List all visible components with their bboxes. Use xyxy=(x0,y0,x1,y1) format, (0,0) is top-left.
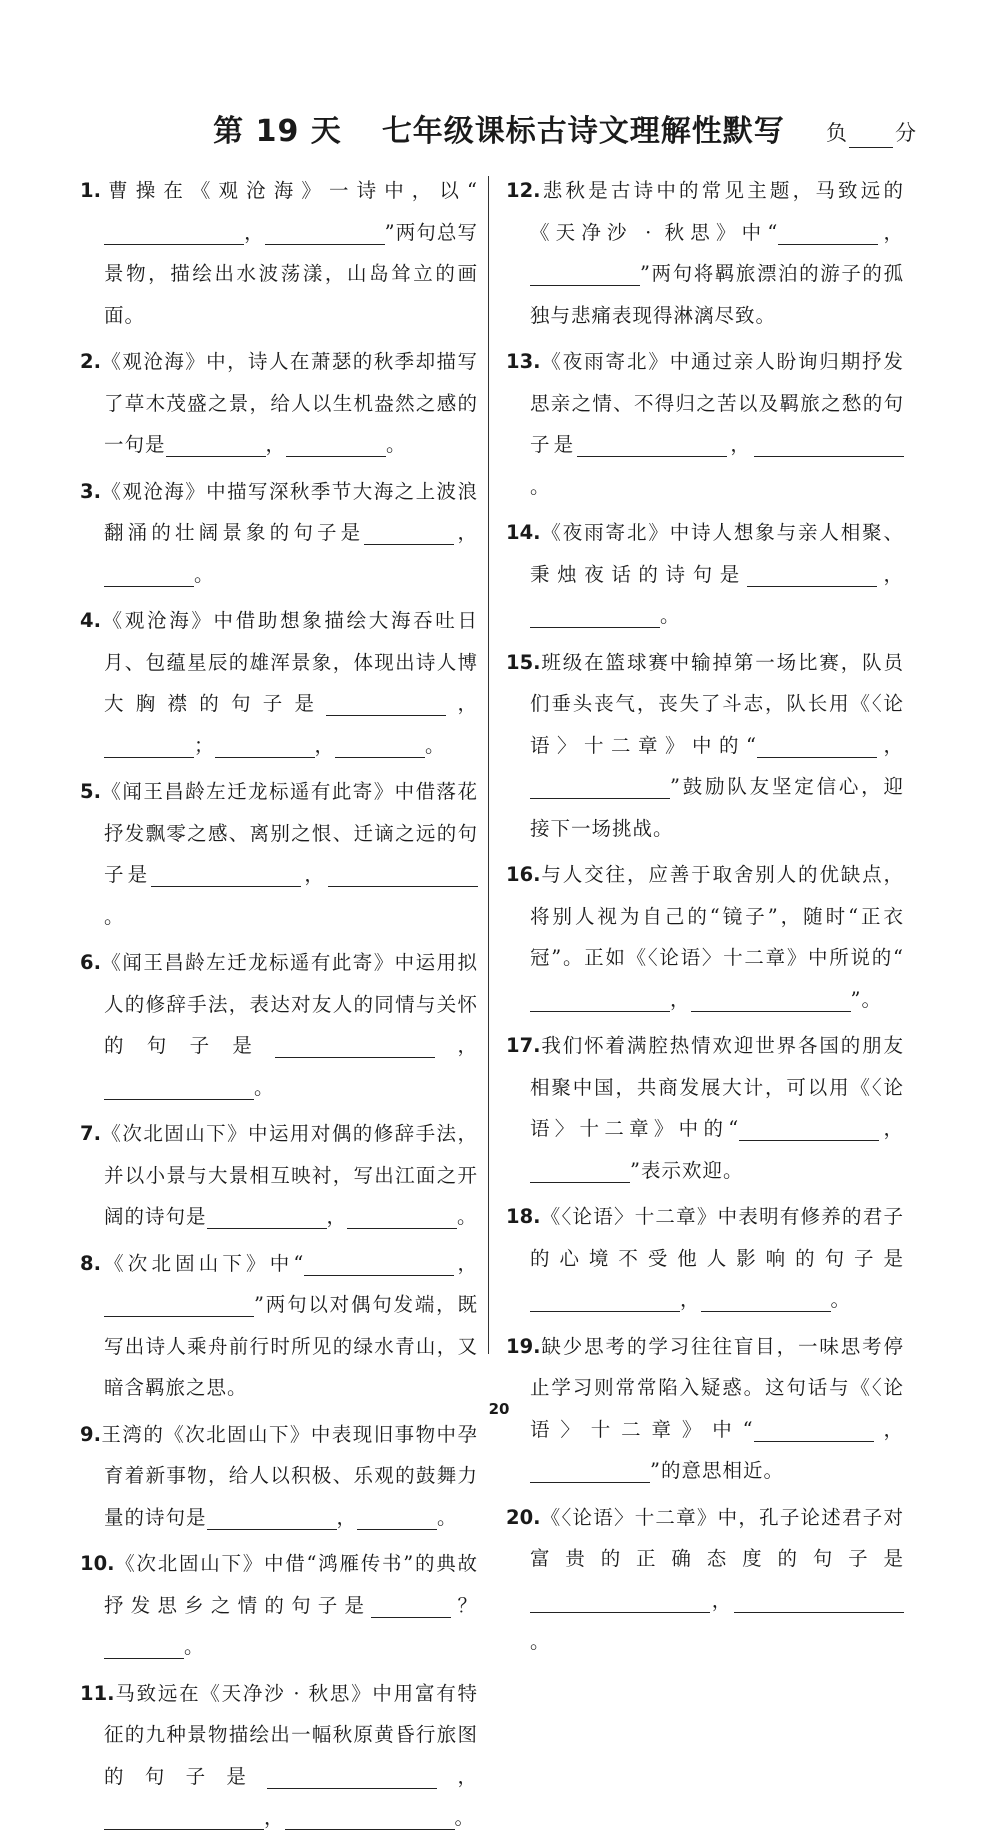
answer-blank[interactable] xyxy=(364,520,454,545)
score-suffix: 分 xyxy=(895,121,916,145)
question-text: ”。 xyxy=(850,987,882,1011)
answer-blank[interactable] xyxy=(151,862,301,887)
question-number: 7. xyxy=(80,1122,101,1145)
question-number: 2. xyxy=(80,350,101,373)
question-text: ， xyxy=(727,433,754,456)
answer-blank[interactable] xyxy=(530,1458,650,1483)
question-text: ， xyxy=(446,692,478,715)
answer-blank[interactable] xyxy=(207,1204,327,1229)
question-number: 5. xyxy=(80,780,101,803)
answer-blank[interactable] xyxy=(530,774,670,799)
question-number: 8. xyxy=(80,1251,101,1275)
question-number: 11. xyxy=(80,1681,115,1705)
answer-blank[interactable] xyxy=(530,987,670,1012)
question-10 xyxy=(80,1543,478,1668)
question-text: 王湾的《次北固山下》中表现旧事物中孕育着新事物，给人以积极、乐观的鼓舞力量的诗句是 xyxy=(100,1422,478,1529)
day-label: 第 19 天 xyxy=(213,114,342,149)
question-7 xyxy=(80,1113,478,1238)
answer-blank[interactable] xyxy=(207,1505,337,1530)
answer-blank[interactable] xyxy=(754,432,904,457)
answer-blank[interactable] xyxy=(747,562,877,587)
question-number: 18. xyxy=(506,1205,541,1228)
question-text: 。 xyxy=(184,1635,205,1658)
answer-blank[interactable] xyxy=(691,987,851,1012)
question-text: 《〈论语〉十二章》中表明有修养的君子的心境不受他人影响的句子是 xyxy=(530,1205,904,1270)
question-text: ”两句以对偶句发端，既写出诗人乘舟前行时所见的绿水青山，又暗含羁旅之思。 xyxy=(104,1293,478,1399)
score-box xyxy=(826,118,916,148)
question-number: 14. xyxy=(506,521,541,544)
question-text: 。 xyxy=(254,1075,275,1099)
answer-blank[interactable] xyxy=(265,220,385,245)
question-text: ， xyxy=(326,1205,348,1228)
question-text: ， xyxy=(336,1505,358,1529)
answer-blank[interactable] xyxy=(577,432,727,457)
answer-blank[interactable] xyxy=(754,1417,874,1442)
answer-blank[interactable] xyxy=(304,1251,454,1276)
answer-blank[interactable] xyxy=(530,1158,630,1183)
answer-blank[interactable] xyxy=(328,862,478,887)
question-15 xyxy=(506,642,904,850)
question-text: 与人交往，应善于取舍别人的优缺点，将别人视为自己的“镜子”，随时“正衣冠”。正如《〈论语〉十二章》中所说的“ xyxy=(530,863,904,969)
question-text: 《次北固山下》中“ xyxy=(100,1251,305,1275)
question-text: ， xyxy=(435,1034,478,1057)
question-number: 1. xyxy=(80,179,101,202)
question-text: ， xyxy=(879,1117,904,1140)
answer-blank[interactable] xyxy=(104,1292,254,1317)
answer-blank[interactable] xyxy=(530,1588,710,1613)
question-11 xyxy=(80,1673,478,1839)
question-text: 《次北固山下》中运用对偶的修辞手法，并以小景与大景相互映衬，写出江面之开阔的诗句是 xyxy=(100,1122,478,1228)
question-number: 17. xyxy=(506,1034,541,1057)
answer-blank[interactable] xyxy=(326,691,446,716)
question-2 xyxy=(80,341,478,466)
question-text: 。 xyxy=(830,1288,852,1311)
answer-blank[interactable] xyxy=(286,432,386,457)
question-number: 16. xyxy=(506,863,541,886)
question-text: ， xyxy=(265,433,287,456)
question-text: 《闻王昌龄左迁龙标遥有此寄》中借落花抒发飘零之感、离别之恨、迁谪之远的句子是 xyxy=(100,780,478,886)
question-number: 6. xyxy=(80,951,101,974)
question-text: ， xyxy=(264,1806,285,1829)
question-text: 。 xyxy=(104,904,125,928)
question-number: 15. xyxy=(506,650,541,674)
question-text: 悲秋是古诗中的常见主题，马致远的《天净沙 · 秋思》中“ xyxy=(530,179,904,244)
answer-blank[interactable] xyxy=(335,733,425,758)
question-text: ， xyxy=(670,987,691,1011)
question-text: 《观沧海》中描写深秋季节大海之上波浪翻涌的壮阔景象的句子是 xyxy=(100,479,478,544)
answer-blank[interactable] xyxy=(104,1805,264,1830)
question-text: 缺少思考的学习往往盲目，一味思考停止学习则常常陷入疑惑。这句话与《〈论语〉十二章》中“ xyxy=(530,1334,904,1441)
question-text: 《闻王昌龄左迁龙标遥有此寄》中运用拟人的修辞手法，表达对友人的同情与关怀的句子是 xyxy=(100,951,478,1057)
question-text: ， xyxy=(244,220,265,244)
question-text: 《观沧海》中借助想象描绘大海吞吐日月、包蕴星辰的雄浑景象，体现出诗人博大胸襟的句子是 xyxy=(100,609,478,715)
question-text: 《观沧海》中，诗人在萧瑟的秋季却描写了草木茂盛之景，给人以生机盎然之感的一句是 xyxy=(100,350,478,456)
question-text: ， xyxy=(876,733,904,757)
answer-blank[interactable] xyxy=(215,733,315,758)
question-text: ”两句总写景物，描绘出水波荡漾，山岛耸立的画面。 xyxy=(104,220,478,327)
question-text: 。 xyxy=(660,604,681,627)
question-text: ， xyxy=(314,733,336,757)
answer-blank[interactable] xyxy=(734,1588,904,1613)
answer-blank[interactable] xyxy=(357,1505,437,1530)
score-prefix: 负 xyxy=(826,121,847,145)
question-text: 曹操在《观沧海》一诗中，以“ xyxy=(100,179,478,202)
question-text: 《夜雨寄北》中诗人想象与亲人相聚、秉烛夜话的诗句是 xyxy=(530,521,904,586)
question-number: 4. xyxy=(80,609,101,632)
question-3 xyxy=(80,471,478,596)
question-17 xyxy=(506,1025,904,1191)
question-text: 。 xyxy=(454,1806,476,1829)
question-9 xyxy=(80,1414,478,1539)
right-column xyxy=(506,170,904,1668)
question-text: ， xyxy=(710,1588,734,1612)
answer-blank[interactable] xyxy=(739,1116,879,1141)
question-5 xyxy=(80,771,478,937)
question-text: 。 xyxy=(530,1630,551,1653)
question-text: ”两句将羁旅漂泊的游子的孤独与悲痛表现得淋漓尽致。 xyxy=(530,262,904,327)
answer-blank[interactable] xyxy=(104,733,194,758)
question-text: ， xyxy=(301,863,328,886)
answer-blank[interactable] xyxy=(530,603,660,628)
question-number: 19. xyxy=(506,1334,541,1358)
question-text: ； xyxy=(194,733,215,757)
question-text: 《夜雨寄北》中通过亲人盼询归期抒发思亲之情、不得归之苦以及羁旅之愁的句子是 xyxy=(530,350,904,456)
question-text: ， xyxy=(878,220,904,244)
question-number: 13. xyxy=(506,350,541,373)
column-divider xyxy=(488,176,489,1354)
question-text: ， xyxy=(876,562,904,586)
question-number: 20. xyxy=(506,1505,541,1529)
question-text: 我们怀着满腔热情欢迎世界各国的朋友相聚中国，共商发展大计，可以用《〈论语〉十二章》中的“ xyxy=(530,1034,904,1140)
question-text: 。 xyxy=(194,562,215,586)
question-text: ”鼓励队友坚定信心，迎接下一场挑战。 xyxy=(530,775,904,840)
score-blank[interactable] xyxy=(849,125,893,148)
question-text: ， xyxy=(437,1764,478,1788)
question-1 xyxy=(80,170,478,336)
answer-blank[interactable] xyxy=(530,1287,680,1312)
answer-blank[interactable] xyxy=(104,562,194,587)
question-number: 10. xyxy=(80,1552,115,1575)
question-text: ， xyxy=(454,1251,478,1275)
answer-blank[interactable] xyxy=(104,220,244,245)
question-14 xyxy=(506,512,904,637)
answer-blank[interactable] xyxy=(275,1033,435,1058)
question-8 xyxy=(80,1243,478,1409)
answer-blank[interactable] xyxy=(166,432,266,457)
question-13 xyxy=(506,341,904,507)
answer-blank[interactable] xyxy=(267,1764,437,1789)
question-text: 。 xyxy=(437,1505,458,1529)
question-text: 马致远在《天净沙 · 秋思》中用富有特征的九种景物描绘出一幅秋原黄昏行旅图的句子是 xyxy=(104,1681,478,1788)
answer-blank[interactable] xyxy=(778,220,878,245)
question-number: 12. xyxy=(506,179,541,202)
question-text: ， xyxy=(873,1417,904,1441)
page-number: 20 xyxy=(488,1400,510,1418)
answer-blank[interactable] xyxy=(347,1204,457,1229)
title-text: 七年级课标古诗文理解性默写 xyxy=(381,114,785,149)
question-text: 。 xyxy=(425,733,446,757)
answer-blank[interactable] xyxy=(285,1805,455,1830)
answer-blank[interactable] xyxy=(530,261,640,286)
question-6 xyxy=(80,942,478,1108)
question-16 xyxy=(506,854,904,1020)
left-column xyxy=(80,170,478,1844)
question-number: 9. xyxy=(80,1422,101,1446)
question-12 xyxy=(506,170,904,336)
question-text: 。 xyxy=(530,474,551,498)
question-18 xyxy=(506,1196,904,1321)
answer-blank[interactable] xyxy=(757,733,877,758)
question-text: ？ xyxy=(451,1593,478,1617)
answer-blank[interactable] xyxy=(104,1634,184,1659)
question-text: ”的意思相近。 xyxy=(650,1459,784,1482)
question-text: 《〈论语〉十二章》中，孔子论述君子对富贵的正确态度的句子是 xyxy=(530,1505,904,1570)
question-4 xyxy=(80,600,478,766)
question-text: 。 xyxy=(457,1205,478,1228)
question-text: 。 xyxy=(386,433,407,456)
answer-blank[interactable] xyxy=(701,1287,831,1312)
question-number: 3. xyxy=(80,479,101,503)
question-text: ， xyxy=(680,1288,701,1311)
question-text: ， xyxy=(454,521,478,544)
answer-blank[interactable] xyxy=(371,1593,451,1618)
question-text: ”表示欢迎。 xyxy=(630,1158,744,1182)
question-text: 《次北固山下》中借“鸿雁传书”的典故抒发思乡之情的句子是 xyxy=(104,1552,478,1617)
question-20 xyxy=(506,1497,904,1663)
question-text: 班级在篮球赛中输掉第一场比赛，队员们垂头丧气，丧失了斗志，队长用《〈论语〉十二章》中的“ xyxy=(530,650,904,757)
answer-blank[interactable] xyxy=(104,1075,254,1100)
